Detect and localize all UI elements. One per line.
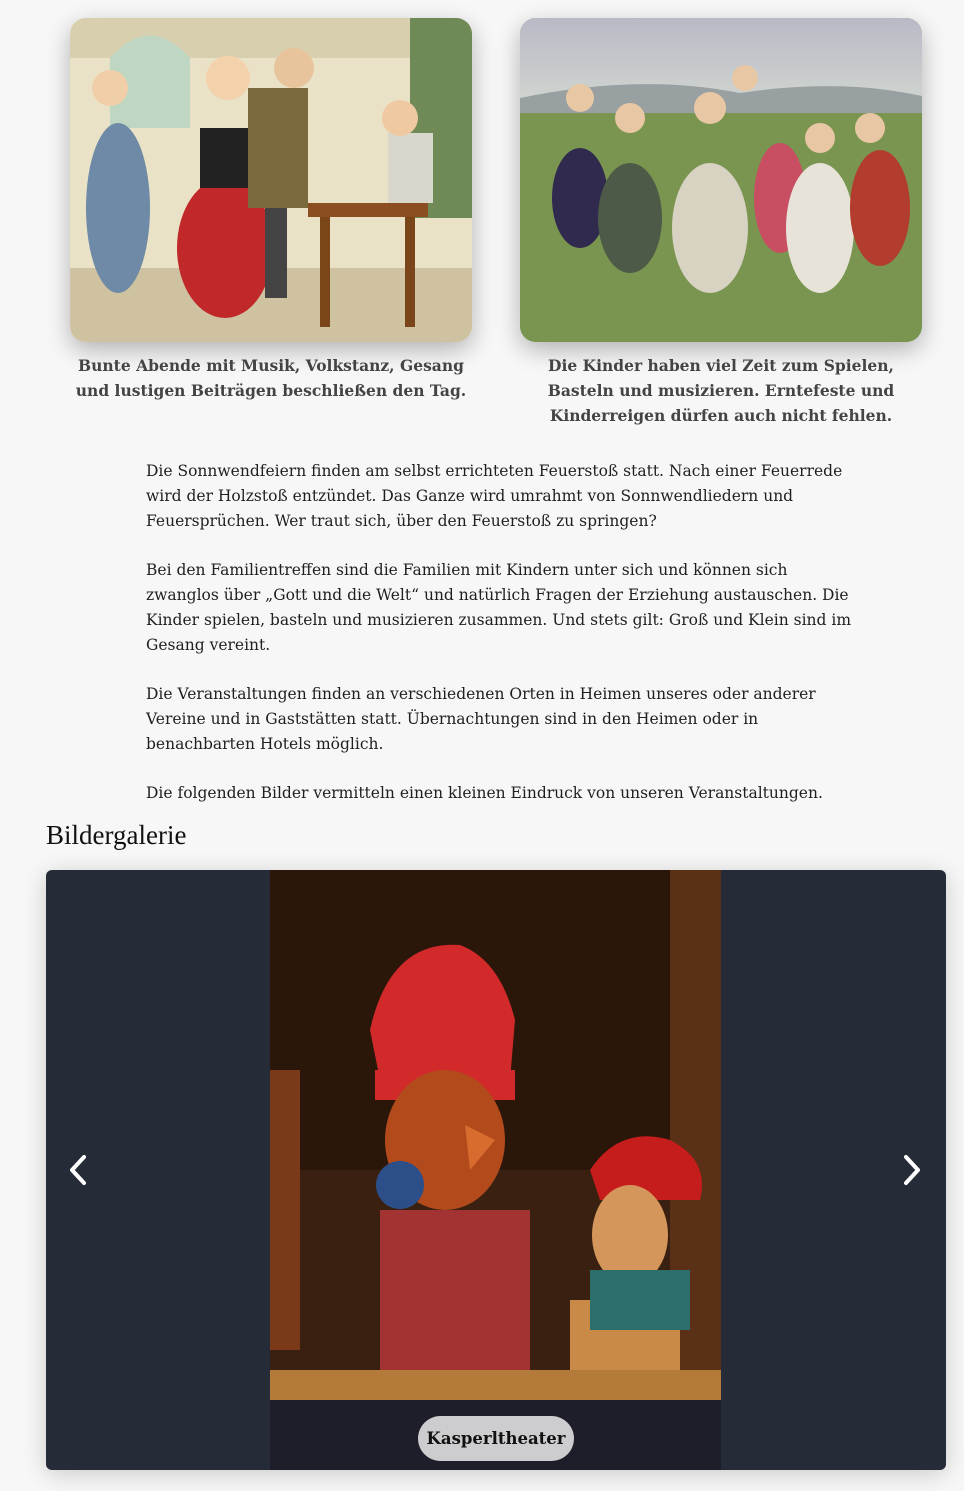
chevron-left-icon (67, 1154, 89, 1186)
article-paragraph: Die folgenden Bilder vermitteln einen kleinen Eindruck von unseren Veranstaltungen. (146, 784, 823, 802)
next-slide-button[interactable] (892, 1150, 932, 1190)
article-paragraph: Bei den Familientreffen sind die Familien mit Kindern unter sich und können sich zwanglos über „Gott und die Welt“ und natürlich Fragen der Erziehung austauschen. Die Kinder spielen, basteln und musizieren zusammen. Und stets gilt: Groß und Klein sind im Gesang vereint. (146, 561, 852, 654)
chevron-right-icon (901, 1154, 923, 1186)
article-body (146, 459, 856, 830)
image-slider[interactable] (46, 870, 946, 1470)
previous-slide-button[interactable] (58, 1150, 98, 1190)
slide-image (270, 870, 721, 1470)
children-dance-image (520, 18, 922, 342)
folk-dance-image (70, 18, 472, 342)
children-round-dance-painting-icon (520, 18, 922, 342)
article-paragraph: Die Sonnwendfeiern finden am selbst errichteten Feuerstoß statt. Nach einer Feuerrede wird der Holzstoß entzündet. Das Ganze wird umrahmt von Sonnwendliedern und Feuersprüchen. Wer traut sich, über den Feuerstoß zu springen? (146, 462, 843, 530)
slide-caption: Kasperltheater (418, 1416, 574, 1461)
folk-dance-painting-icon (70, 18, 472, 342)
children-dance-caption: Die Kinder haben viel Zeit zum Spielen, Basteln und musizieren. Erntefeste und Kinderreigen dürfen auch nicht fehlen. (547, 356, 895, 425)
folk-dance-caption: Bunte Abende mit Musik, Volkstanz, Gesang und lustigen Beiträgen beschließen den Tag. (75, 356, 467, 400)
gallery-title: Bildergalerie (46, 820, 187, 850)
puppet-theater-photo-icon (270, 870, 721, 1470)
article-paragraph: Die Veranstaltungen finden an verschiedenen Orten in Heimen unseres oder anderer Vereine und in Gaststätten statt. Übernachtungen sind in den Heimen oder in benachbarten Hotels möglich. (146, 685, 816, 753)
